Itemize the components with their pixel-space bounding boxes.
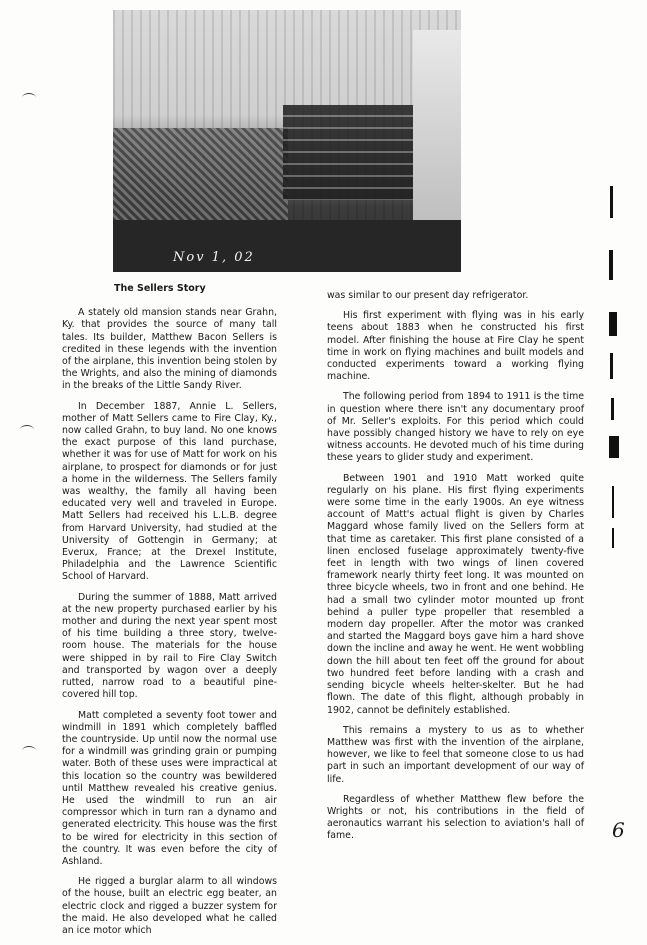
left-column [62,283,277,945]
paragraph: His first experiment with flying was in his early teens about 1883 when he constructed his first model. After finishing the house at Fire Clay he spent time in work on flying machines and built models and conducted experiments toward a working flying machine. [327,310,584,383]
pencil-mark-bottom [22,746,36,755]
paragraph: He rigged a burglar alarm to all windows of the house, built an electric egg beater, an electric clock and rigged a buzzer system for the maid. He also developed what he called an ice motor which [62,876,277,936]
photo-caption: Nov 1, 02 [173,250,255,265]
paragraph: Regardless of whether Matthew flew before the Wrights or not, his contributions in the field of aeronautics warrant his selection to aviation's hall of fame. [327,793,584,842]
edge-mark [612,528,614,548]
photo-biplane-wing [283,105,433,200]
airplane-photo [113,10,461,272]
edge-mark [609,250,613,280]
paragraph: Between 1901 and 1910 Matt worked quite regularly on his plane. His first flying experiments were some time in the early 1900s. An eye witness account of Matt's actual flight is given by Charles Maggard whose family lived on the Sellers form at that time as caretaker. This first plane consisted of a linen enclosed fuselage approximately twenty-five feet in length with two wings of linen covered framework nearly thirty feet long. It was mounted on three bicycle wheels, two in front and one behind. He had a small two cylinder motor mounted up front behind a puller type propeller that resembled a modern day propeller. After the motor was cranked and started the Maggard boys gave him a hard shove down the incline and away he went. He went wobbling down the hill about ten feet off the ground for about two hundred feet before landing with a crash and sending bicycle wheels helter-skelter. But he had flown. The date of this flight, although probably in 1902, cannot be definitely established. [327,472,584,716]
article-title: The Sellers Story [114,283,206,294]
paragraph: This remains a mystery to us as to whether Matthew was first with the invention of the airplane, however, we like to feel that someone close to us had part in such an important development of our way of life. [327,724,584,785]
photo-ground [113,220,461,272]
edge-mark [610,186,613,218]
photo-sky [413,30,461,230]
right-column [327,290,584,851]
edge-mark [609,312,617,336]
paragraph: Matt completed a seventy foot tower and windmill in 1891 which completely baffled the countryside. Up until now the normal use for a windmill was grinding grain or pumping water. Both of these uses were impractical at this location so the country was bewildered until Matthew revealed his creative genius. He used the windmill to run an air compressor which in turn ran a dynamo and generated electricity. This house was the first to be wired for electricity in this section of the country. It was even before the city of Ashland. [62,709,277,867]
paragraph: The following period from 1894 to 1911 is the time in question where there isn't any documentary proof of Mr. Seller's exploits. For this period which could have possibly changed history we have to rely on eye witness accounts. He devoted much of his time during these years to glider study and experiment. [327,391,584,464]
edge-mark [609,436,619,458]
paragraph: was similar to our present day refrigerator. [327,290,529,301]
pencil-mark-top [22,93,36,102]
edge-mark [612,486,614,518]
paragraph: In December 1887, Annie L. Sellers, mother of Matt Sellers came to Fire Clay, Ky., now called Grahn, to buy land. No one knows the exact purpose of this land purchase, whether it was for use of Matt for work on his airplane, to prospect for diamonds or for just a home in the wilderness. The Sellers family was wealthy, the family all having been educated very well and traveled in Europe. Matt Sellers had received his L.L.B. degree from Harvard University, had studied at the University of Gottengin in Germany; at Everux, France; at the Drexel Institute, Philadelphia and the Lawrence Scientific School of Harvard. [62,400,277,583]
paragraph: During the summer of 1888, Matt arrived at the new property purchased earlier by his mother and during the next year spent most of his time building a three story, twelve-room house. The materials for the house were shipped in by rail to Fire Clay Switch and transported by wagon over a deeply rutted, narrow road to a beautiful pine-covered hill top. [62,591,277,701]
paragraph: A stately old mansion stands near Grahn, Ky. that provides the source of many tall tales. Its builder, Matthew Bacon Sellers is credited in these legends with the invention of the airplane, this invention being stolen by the Wrights, and also the mining of diamonds in the breaks of the Little Sandy River. [62,307,277,392]
edge-mark [611,398,614,420]
edge-mark [610,353,613,379]
pencil-mark-middle [20,425,34,434]
page-number: 6 [612,818,625,842]
